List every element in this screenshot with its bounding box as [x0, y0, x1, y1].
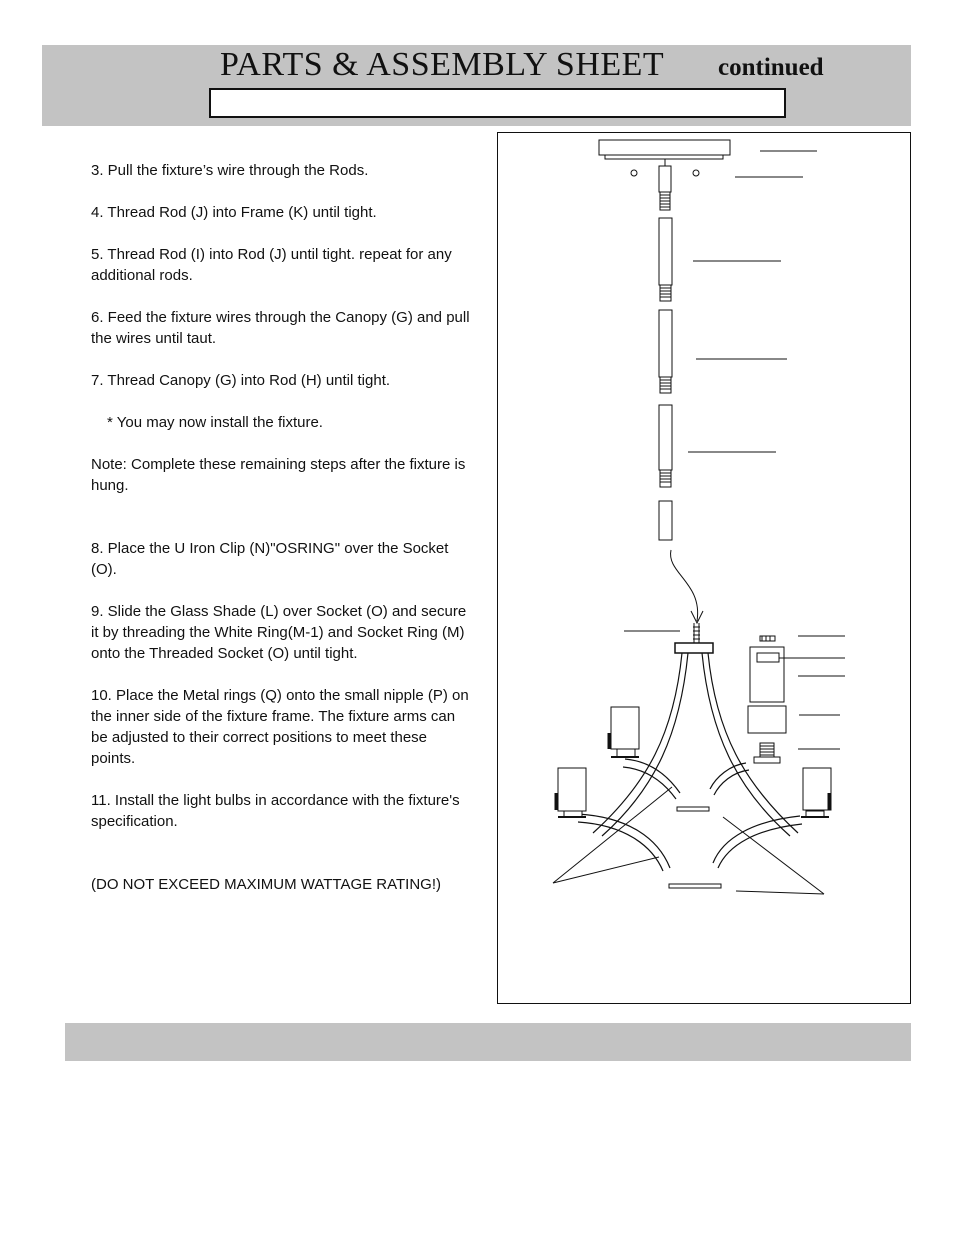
assembly-diagram — [497, 132, 911, 1004]
assembly-arrow — [671, 550, 698, 621]
step-11: 11. Install the light bulbs in accordance with the fixture's specification. — [91, 792, 460, 830]
rod-i — [659, 310, 672, 393]
threaded-socket — [754, 743, 780, 763]
footer-band — [65, 1023, 911, 1061]
remaining-steps-note: Note: Complete these remaining steps after the fixture is hung. — [91, 456, 466, 494]
glass-shade-left-bottom — [556, 768, 586, 817]
page-title: PARTS & ASSEMBLY SHEET — [220, 46, 665, 83]
step-8: 8. Place the U Iron Clip (N)"OSRING" over the Socket (O). — [91, 540, 449, 578]
step-3: 3. Pull the fixture’s wire through the Rods. — [91, 162, 369, 179]
rod-h — [659, 218, 672, 301]
step-4: 4. Thread Rod (J) into Frame (K) until tight. — [91, 204, 377, 221]
step-9: 9. Slide the Glass Shade (L) over Socket (O) and secure it by threading the White Ring(M-1) and Socket Ring (M) onto the Threaded Socket (O) until tight. — [91, 603, 467, 662]
page-subtitle: continued — [718, 54, 824, 81]
step-10: 10. Place the Metal rings (Q) onto the small nipple (P) on the inner side of the fixture frame. The fixture arms can be adjusted to their correct positions to meet these points. — [91, 687, 469, 767]
glass-shade-part — [748, 706, 786, 733]
model-number-box — [209, 88, 786, 118]
short-rod — [659, 501, 672, 540]
part-leader-lines — [553, 151, 845, 894]
frame-hub — [675, 643, 713, 653]
metal-ring-q — [677, 807, 709, 811]
step-5: 5. Thread Rod (I) into Rod (J) until tight. repeat for any additional rods. — [91, 246, 452, 284]
step-7: 7. Thread Canopy (G) into Rod (H) until tight. — [91, 372, 391, 389]
assembly-diagram-drawing — [498, 133, 912, 1005]
threaded-nipple — [660, 192, 670, 210]
install-note: * You may now install the fixture. — [107, 414, 323, 431]
instruction-list — [91, 160, 471, 916]
rod-j — [659, 405, 672, 487]
u-iron-clip — [760, 636, 775, 641]
metal-ring-q — [669, 884, 721, 888]
frame-nipple — [693, 623, 700, 643]
spacer — [91, 853, 471, 874]
socket-ring-assembly — [750, 647, 784, 702]
wattage-warning: (DO NOT EXCEED MAXIMUM WATTAGE RATING!) — [91, 876, 442, 893]
spacer — [91, 517, 471, 538]
glass-shade-right — [801, 768, 831, 817]
canopy-illustration — [599, 140, 730, 192]
glass-shade-left-top — [609, 707, 639, 757]
step-6: 6. Feed the fixture wires through the Canopy (G) and pull the wires until taut. — [91, 309, 470, 347]
